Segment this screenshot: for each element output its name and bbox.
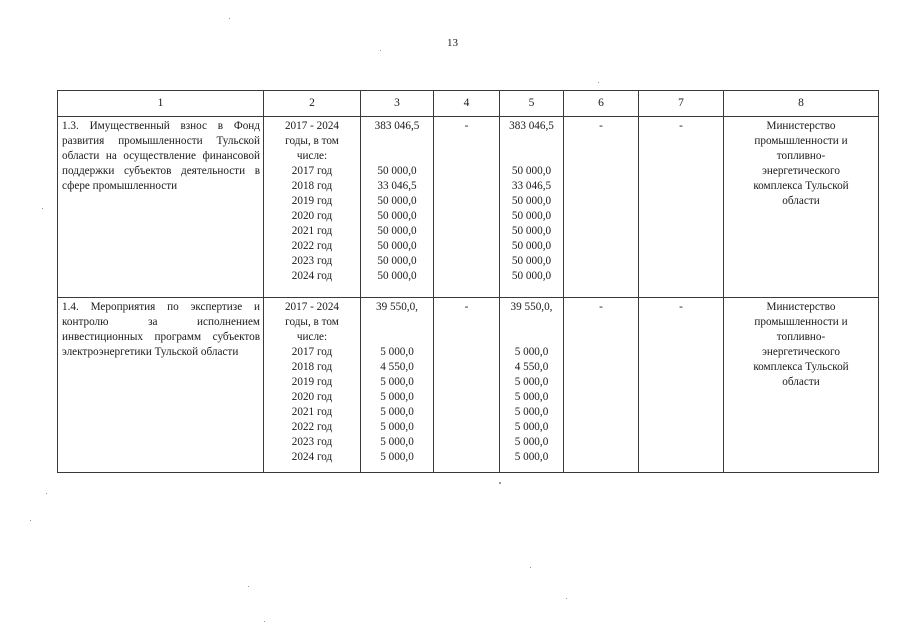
column-header: 4 [434, 91, 500, 117]
scan-speck [229, 18, 230, 19]
year-label: 2020 год [291, 210, 333, 222]
year-amount: 4 550,0 [380, 361, 414, 373]
responsible-line: промышленности и [754, 316, 848, 328]
year-amount: 5 000,0 [514, 436, 549, 448]
period-cell [264, 298, 361, 473]
year-label: 2024 год [291, 451, 333, 463]
scan-speck [380, 50, 381, 51]
year-amount: 5 000,0 [514, 346, 549, 358]
responsible-line: энергетического [762, 165, 840, 177]
responsible-line: области [782, 376, 820, 388]
year-label: 2019 год [291, 376, 333, 388]
year-amount: 5 000,0 [514, 406, 549, 418]
responsible-line: комплекса Тульской [753, 361, 849, 373]
period-line: 2017 - 2024 [284, 120, 340, 132]
year-amount: 50 000,0 [377, 210, 417, 222]
period-line: 2017 - 2024 [284, 301, 340, 313]
responsible-line: топливно- [776, 150, 826, 162]
amount-col3-cell [361, 117, 434, 298]
column-header: 1 [58, 91, 264, 117]
year-amount: 50 000,0 [511, 210, 552, 222]
year-amount: 5 000,0 [380, 421, 414, 433]
column-header: 3 [361, 91, 434, 117]
year-amount: 50 000,0 [377, 195, 417, 207]
period-line: годы, в том [285, 135, 339, 147]
year-amount: 50 000,0 [511, 195, 552, 207]
period-line: числе: [296, 150, 328, 162]
year-amount: 5 000,0 [380, 376, 414, 388]
measure-description: 1.4. Мероприятия по экспертизе и контролю за исполнением инвестиционных программ субъектов электроэнергетики Тульской области [58, 298, 264, 473]
scan-speck [42, 208, 43, 209]
responsible-line: энергетического [762, 346, 840, 358]
year-label: 2022 год [291, 240, 333, 252]
table-row [58, 298, 879, 473]
responsible-line: промышленности и [754, 135, 848, 147]
period-cell [264, 117, 361, 298]
year-amount: 5 000,0 [514, 421, 549, 433]
period-line: числе: [296, 331, 328, 343]
year-label: 2023 год [291, 436, 333, 448]
table-row [58, 117, 879, 298]
year-label: 2024 год [291, 270, 333, 282]
year-amount: 50 000,0 [377, 165, 417, 177]
year-amount: 50 000,0 [511, 240, 552, 252]
dash-cell: - [434, 117, 500, 298]
year-amount: 5 000,0 [380, 406, 414, 418]
year-amount: 5 000,0 [380, 451, 414, 463]
measure-description: 1.3. Имущественный взнос в Фонд развития промышленности Тульской области на осуществление финансовой поддержки субъектов деятельности в сфере промышленности [58, 117, 264, 298]
year-amount: 5 000,0 [380, 436, 414, 448]
table-header-row [58, 91, 879, 117]
amount-col5-cell [500, 117, 564, 298]
year-amount: 4 550,0 [514, 361, 549, 373]
year-amount: 5 000,0 [380, 346, 414, 358]
year-amount: 50 000,0 [377, 225, 417, 237]
column-header: 6 [564, 91, 639, 117]
responsible-line: Министерство [766, 301, 836, 313]
year-label: 2021 год [291, 225, 333, 237]
amount-col3-cell [361, 298, 434, 473]
responsible-line: комплекса Тульской [753, 180, 849, 192]
column-header: 2 [264, 91, 361, 117]
scan-speck [566, 598, 567, 599]
dash-cell: - [639, 117, 724, 298]
year-amount: 50 000,0 [377, 255, 417, 267]
year-amount: 5 000,0 [514, 376, 549, 388]
total-amount: 39 550,0, [510, 301, 553, 313]
responsible-line: Министерство [766, 120, 836, 132]
scan-speck [598, 82, 599, 83]
year-amount: 5 000,0 [380, 391, 414, 403]
responsible-line: области [782, 195, 820, 207]
dash-cell: - [564, 117, 639, 298]
year-label: 2017 год [291, 165, 333, 177]
scan-speck [530, 567, 531, 568]
scan-speck [248, 586, 249, 587]
total-amount: 39 550,0, [376, 301, 418, 313]
year-amount: 50 000,0 [511, 225, 552, 237]
scan-speck [30, 520, 31, 521]
dash-cell: - [639, 298, 724, 473]
total-amount: 383 046,5 [509, 120, 554, 132]
scan-speck [499, 482, 501, 484]
year-amount: 50 000,0 [511, 165, 552, 177]
period-line: годы, в том [285, 316, 339, 328]
year-label: 2023 год [291, 255, 333, 267]
year-amount: 5 000,0 [514, 451, 549, 463]
amount-col5-cell [500, 298, 564, 473]
responsible-line: топливно- [776, 331, 826, 343]
scan-speck [264, 621, 265, 622]
column-header: 5 [500, 91, 564, 117]
year-amount: 5 000,0 [514, 391, 549, 403]
page-number: 13 [447, 37, 458, 49]
year-amount: 33 046,5 [511, 180, 552, 192]
column-header: 7 [639, 91, 724, 117]
year-label: 2020 год [291, 391, 333, 403]
responsible-cell [724, 298, 879, 473]
dash-cell: - [434, 298, 500, 473]
year-label: 2018 год [291, 361, 333, 373]
year-label: 2022 год [291, 421, 333, 433]
responsible-cell [724, 117, 879, 298]
total-amount: 383 046,5 [374, 120, 420, 132]
dash-cell: - [564, 298, 639, 473]
year-label: 2019 год [291, 195, 333, 207]
program-table [57, 90, 879, 473]
year-amount: 50 000,0 [511, 255, 552, 267]
year-amount: 50 000,0 [377, 270, 417, 282]
year-amount: 33 046,5 [377, 180, 417, 192]
scan-speck [46, 493, 47, 494]
year-label: 2021 год [291, 406, 333, 418]
year-amount: 50 000,0 [377, 240, 417, 252]
column-header: 8 [724, 91, 879, 117]
year-label: 2018 год [291, 180, 333, 192]
year-amount: 50 000,0 [511, 270, 552, 282]
year-label: 2017 год [291, 346, 333, 358]
